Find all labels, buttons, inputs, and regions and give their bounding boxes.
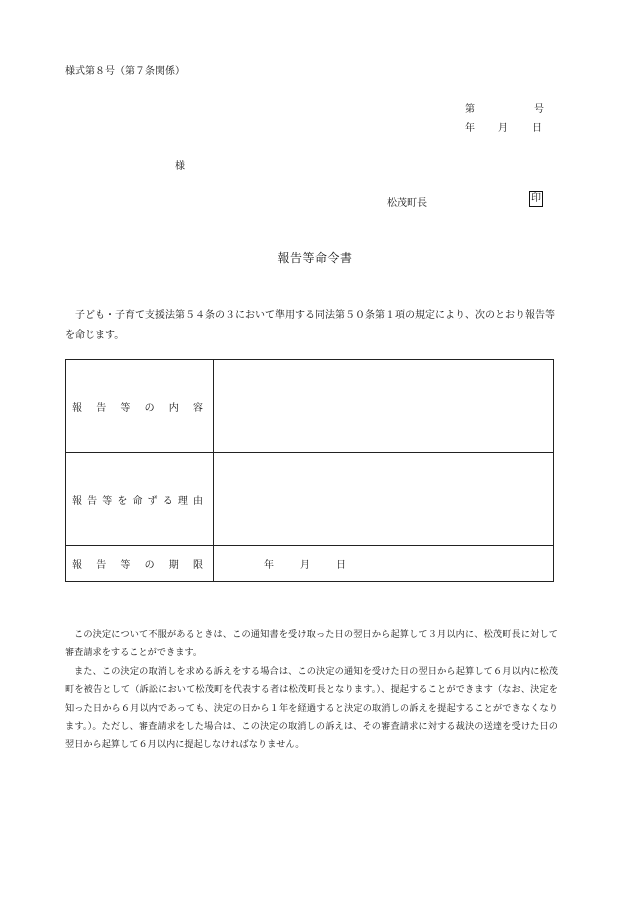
document-number-suffix: 号 (534, 104, 544, 115)
row-value-reason[interactable] (214, 453, 554, 546)
row-value-content[interactable] (214, 360, 554, 453)
issue-date-day: 日 (532, 123, 542, 134)
table-row (66, 546, 554, 582)
report-order-table (65, 359, 554, 582)
row-label-reason: 報告等を命ずる理由 (66, 453, 214, 546)
document-number-prefix: 第 (465, 104, 475, 115)
seal-stamp: 印 (529, 191, 543, 207)
issue-date-month: 月 (498, 123, 508, 134)
row-value-deadline[interactable] (214, 546, 554, 582)
table-row (66, 360, 554, 453)
appeal-notice (65, 626, 558, 755)
row-label-content: 報告等の内容 (66, 360, 214, 453)
deadline-day: 日 (336, 560, 346, 571)
form-number: 様式第８号（第７条関係） (65, 66, 185, 77)
notice-paragraph-lawsuit: また、この決定の取消しを求める訴えをする場合は、この決定の通知を受けた日の翌日から起算して６月以内に松茂町を被告として（訴訟において松茂町を代表する者は松茂町長となります。）、提起することができます（なお、決定を知った日から６月以内であっても、決定の日から１年を経過すると決定の取消しの訴えを提起することができなくなります。）。ただし、審査請求をした場合は、この決定の取消しの訴えは、その審査請求に対する裁決の送達を受けた日の翌日から起算して６月以内に提起しなければなりません。 (65, 665, 558, 751)
intro-paragraph: 子ども・子育て支援法第５４条の３において準用する同法第５０条第１項の規定により、次のとおり報告等を命じます。 (65, 310, 555, 341)
table-row (66, 453, 554, 546)
deadline-year: 年 (264, 560, 274, 571)
deadline-month: 月 (300, 560, 310, 571)
row-label-deadline: 報告等の期限 (66, 546, 214, 582)
issue-date-year: 年 (465, 123, 475, 134)
document-title: 報告等命令書 (277, 251, 353, 265)
addressee-honorific: 様 (175, 161, 185, 172)
notice-paragraph-review: この決定について不服があるときは、この通知書を受け取った日の翌日から起算して３月以内に、松茂町長に対して審査請求をすることができます。 (65, 629, 558, 659)
issuer-name: 松茂町長 (387, 198, 427, 209)
